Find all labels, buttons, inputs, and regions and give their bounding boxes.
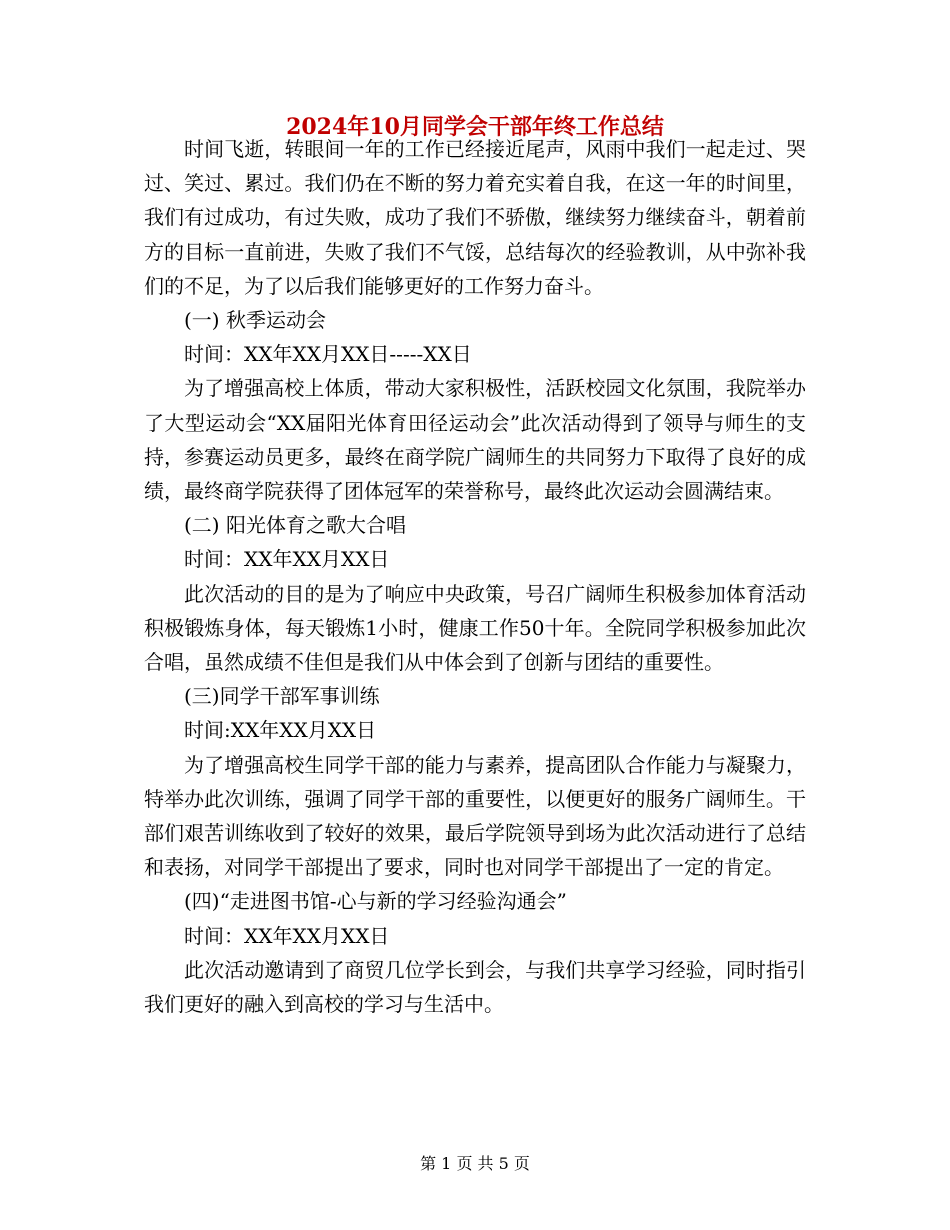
section-text-4: 此次活动邀请到了商贸几位学长到会，与我们共享学习经验，同时指引我们更好的融入到高校的学习与生活中。: [144, 957, 806, 1017]
document-title: 2024年10月同学会干部年终工作总结: [286, 114, 664, 140]
section-time-2: 时间：XX年XX月XX日: [184, 547, 390, 572]
section-time-3: 时间:XX年XX月XX日: [184, 718, 377, 743]
section-heading-2: (二) 阳光体育之歌大合唱: [184, 513, 406, 538]
section-time-4: 时间：XX年XX月XX日: [184, 923, 390, 948]
paragraph-intro: 时间飞逝，转眼间一年的工作已经接近尾声，风雨中我们一起走过、哭过、笑过、累过。我们仍在不断的努力着充实着自我，在这一年的时间里，我们有过成功，有过失败，成功了我们不骄傲，继续努力继续奋斗，朝着前方的目标一直前进，失败了我们不气馁，总结每次的经验教训，从中弥补我们的不足，为了以后我们能够更好的工作努力奋斗。: [144, 137, 806, 298]
section-heading-1: (一) 秋季运动会: [184, 308, 326, 333]
section-text-3: 为了增强高校生同学干部的能力与素养，提高团队合作能力与凝聚力，特举办此次训练，强调了同学干部的重要性，以便更好的服务广阔师生。干部们艰苦训练收到了较好的效果，最后学院领导到场为此次活动进行了总结和表扬，对同学干部提出了要求，同时也对同学干部提出了一定的肯定。: [144, 752, 806, 880]
section-text-2: 此次活动的目的是为了响应中央政策，号召广阔师生积极参加体育活动积极锻炼身体，每天锻炼1小时，健康工作50十年。全院同学积极参加此次合唱，虽然成绩不佳但是我们从中体会到了创新与团结的重要性。: [144, 581, 806, 675]
page-footer: 第 1 页 共 5 页: [420, 1154, 530, 1173]
section-heading-3: (三)同学干部军事训练: [184, 684, 380, 709]
section-text-1: 为了增强高校上体质，带动大家积极性，活跃校园文化氛围，我院举办了大型运动会“XX届阳光体育田径运动会”此次活动得到了领导与师生的支持，参赛运动员更多，最终在商学院广阔师生的共同努力下取得了良好的成绩，最终商学院获得了团体冠军的荣誉称号，最终此次运动会圆满结束。: [144, 376, 806, 504]
document-body: [144, 132, 806, 1021]
section-heading-4: (四)“走进图书馆-心与新的学习经验沟通会”: [184, 889, 567, 914]
section-time-1: 时间：XX年XX月XX日-----XX日: [184, 342, 472, 367]
